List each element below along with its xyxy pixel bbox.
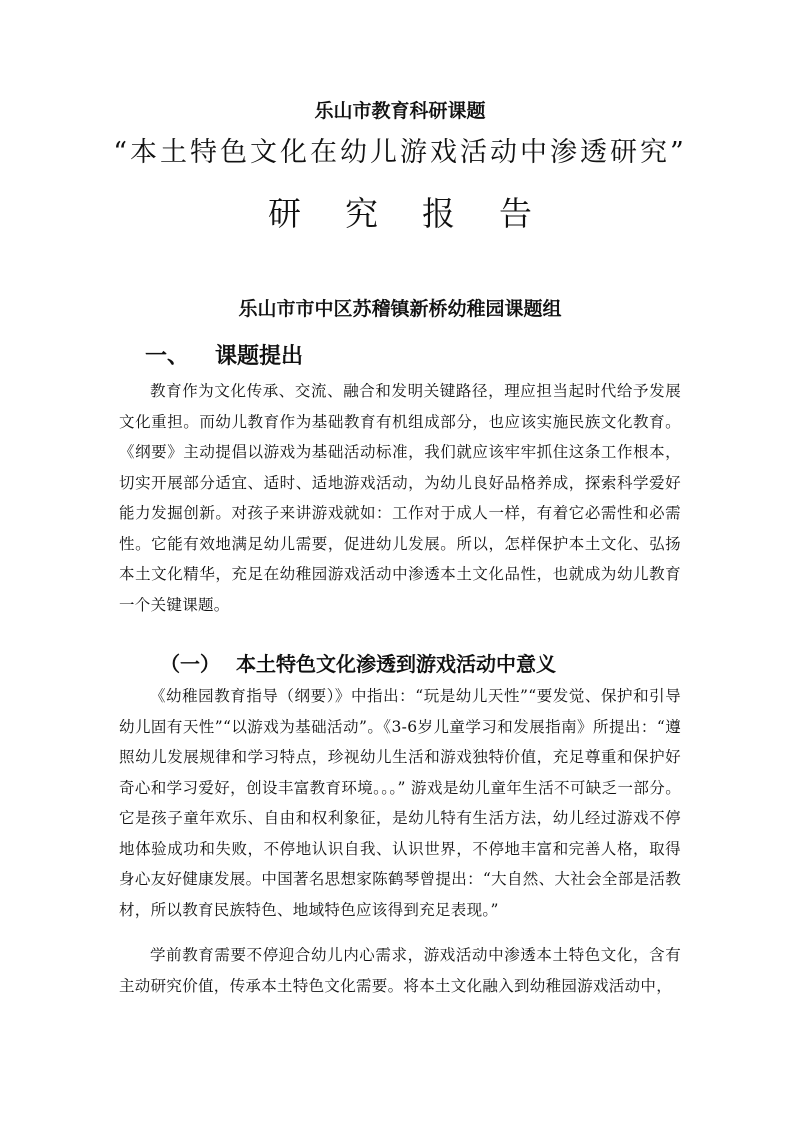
project-subtitle: 乐山市教育科研课题 xyxy=(314,100,486,122)
subsection-title: 本土特色文化渗透到游戏活动中意义 xyxy=(236,652,556,676)
section-heading-1 xyxy=(145,342,303,372)
section-number: 一、 xyxy=(145,344,190,369)
document-title: “本土特色文化在幼儿游戏活动中渗透研究” xyxy=(113,137,687,168)
subsection-heading-1 xyxy=(160,649,556,679)
author-group: 乐山市市中区苏稽镇新桥幼稚园课题组 xyxy=(238,298,562,320)
section-title: 课题提出 xyxy=(215,344,304,369)
subsection-1-paragraph-1: 《幼稚园教育指导（纲要）》中指出：“玩是幼儿天性”“要发觉、保护和引导幼儿固有天性”“以游戏为基础活动”。《3-6岁儿童学习和发展指南》所提出：“遵照幼儿发展规律和学习特点，珍视幼儿生活和游戏独特价值，充足尊重和保护好奇心和学习爱好，创设丰富教育环境。。。” 游戏是幼儿童年生活不可缺乏一部分。它是孩子童年欢乐、自由和权利象征，是幼儿特有生活方法，幼儿经过游戏不停地体验成功和失败，不停地认识自我、认识世界，不停地丰富和完善人格，取得身心友好健康发展。中国著名思想家陈鹤琴曾提出：“大自然、大社会全部是活教材，所以教育民族特色、地域特色应该得到充足表现。” xyxy=(119,687,681,919)
subsection-number: （一） xyxy=(160,652,220,676)
section-1-paragraph: 教育作为文化传承、交流、融合和发明关键路径，理应担当起时代给予发展文化重担。而幼儿教育作为基础教育有机组成部分，也应该实施民族文化教育。《纲要》主动提倡以游戏为基础活动标准，我们就应该牢牢抓住这条工作根本，切实开展部分适宜、适时、适地游戏活动，为幼儿良好品格养成，探索科学爱好能力发掘创新。对孩子来讲游戏就如：工作对于成人一样，有着它必需性和必需性。它能有效地满足幼儿需要，促进幼儿发展。所以，怎样保护本土文化、弘扬本土文化精华，充足在幼稚园游戏活动中渗透本土文化品性，也就成为幼儿教育一个关键课题。 xyxy=(119,382,681,614)
subsection-1-paragraph-2: 学前教育需要不停迎合幼儿内心需求，游戏活动中渗透本土特色文化，含有主动研究价值，传承本土特色文化需要。将本土文化融入到幼稚园游戏活动中， xyxy=(119,946,681,995)
report-heading: 研究报告 xyxy=(268,194,576,233)
